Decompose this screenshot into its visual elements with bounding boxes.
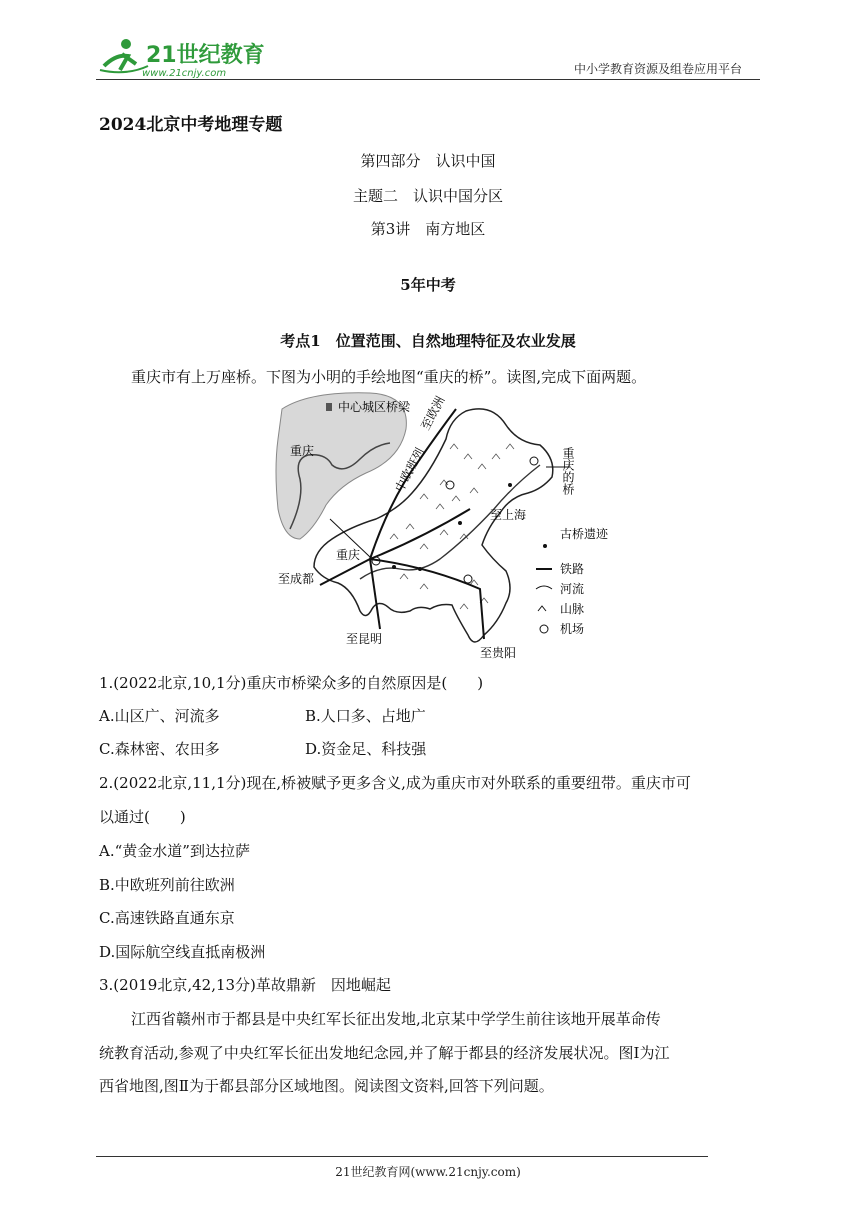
footer-text: 21世纪教育网(www.21cnjy.com) <box>335 1165 521 1179</box>
to-shanghai-label: 至上海 <box>490 508 527 522</box>
doc-title: 2024北京中考地理专题 <box>99 115 283 135</box>
lecture-heading: 第3讲 南方地区 <box>370 220 486 238</box>
river-icon <box>536 586 552 589</box>
airport-icon <box>540 625 548 633</box>
q1-stem: 1.(2022北京,10,1分)重庆市桥梁众多的自然原因是( ) <box>99 674 484 692</box>
inset-legend-label: 中心城区桥梁 <box>338 400 411 414</box>
legend-label: 河流 <box>560 582 585 596</box>
legend-label: 古桥遗迹 <box>560 527 609 541</box>
logo-url: www.21cnjy.com <box>142 68 227 79</box>
to-chengdu-label: 至成都 <box>278 572 315 586</box>
header-platform-text: 中小学教育资源及组卷应用平台 <box>574 62 743 76</box>
q2-option-a: A.“黄金水道”到达拉萨 <box>99 842 250 860</box>
inset-city-label: 重庆 <box>290 444 315 458</box>
city-label: 重庆 <box>336 548 361 562</box>
header-divider <box>96 79 760 80</box>
footer-divider <box>96 1156 708 1157</box>
q2-option-d: D.国际航空线直抵南极洲 <box>99 943 266 961</box>
q1-option-a: A.山区广、河流多 <box>99 707 220 725</box>
section-heading: 5年中考 <box>400 276 456 294</box>
q2-option-c: C.高速铁路直通东京 <box>99 909 235 927</box>
q2-option-b: B.中欧班列前往欧洲 <box>99 876 235 894</box>
site-logo <box>96 36 265 80</box>
q3-para-line3: 西省地图,图Ⅱ为于都县部分区域地图。阅读图文资料,回答下列问题。 <box>99 1077 554 1095</box>
q3-para-line2: 统教育活动,参观了中央红军长征出发地纪念园,并了解于都县的经济发展状况。图Ⅰ为江 <box>99 1044 670 1062</box>
q2-stem-line1: 2.(2022北京,11,1分)现在,桥被赋予更多含义,成为重庆市对外联系的重要纽带。重庆市可 <box>99 774 691 792</box>
side-label: 重庆的桥 <box>561 447 575 495</box>
chongqing-bridge-map <box>270 389 609 665</box>
intro-text: 重庆市有上万座桥。下图为小明的手绘地图“重庆的桥”。读图,完成下面两题。 <box>131 368 647 386</box>
to-kunming-label: 至昆明 <box>346 632 383 646</box>
runner-icon <box>100 39 148 72</box>
to-guiyang-label: 至贵阳 <box>480 646 517 660</box>
q1-option-d: D.资金足、科技强 <box>305 740 427 758</box>
dot-icon <box>543 544 547 548</box>
part-heading: 第四部分 认识中国 <box>360 152 496 170</box>
mountain-icon <box>538 606 546 611</box>
legend-label: 铁路 <box>560 562 585 576</box>
q3-para-line1: 江西省赣州市于都县是中央红军长征出发地,北京某中学学生前往该地开展革命传 <box>131 1010 661 1028</box>
to-europe-label: 至欧洲 <box>418 394 448 433</box>
legend-label: 山脉 <box>560 602 585 616</box>
zhongou-label: 中欧班列 <box>392 445 428 495</box>
q1-option-c: C.森林密、农田多 <box>99 740 220 758</box>
legend-label: 机场 <box>560 622 585 636</box>
logo-text: 21世纪教育 <box>146 43 265 68</box>
q2-stem-line2: 以通过( ) <box>99 808 186 826</box>
map-legend <box>536 526 609 636</box>
q1-option-b: B.人口多、占地广 <box>305 707 426 725</box>
theme-heading: 主题二 认识中国分区 <box>352 187 503 205</box>
kaodian-heading: 考点1 位置范围、自然地理特征及农业发展 <box>280 332 576 350</box>
inset-legend-icon <box>326 403 332 411</box>
q3-stem: 3.(2019北京,42,13分)革故鼎新 因地崛起 <box>99 976 391 994</box>
